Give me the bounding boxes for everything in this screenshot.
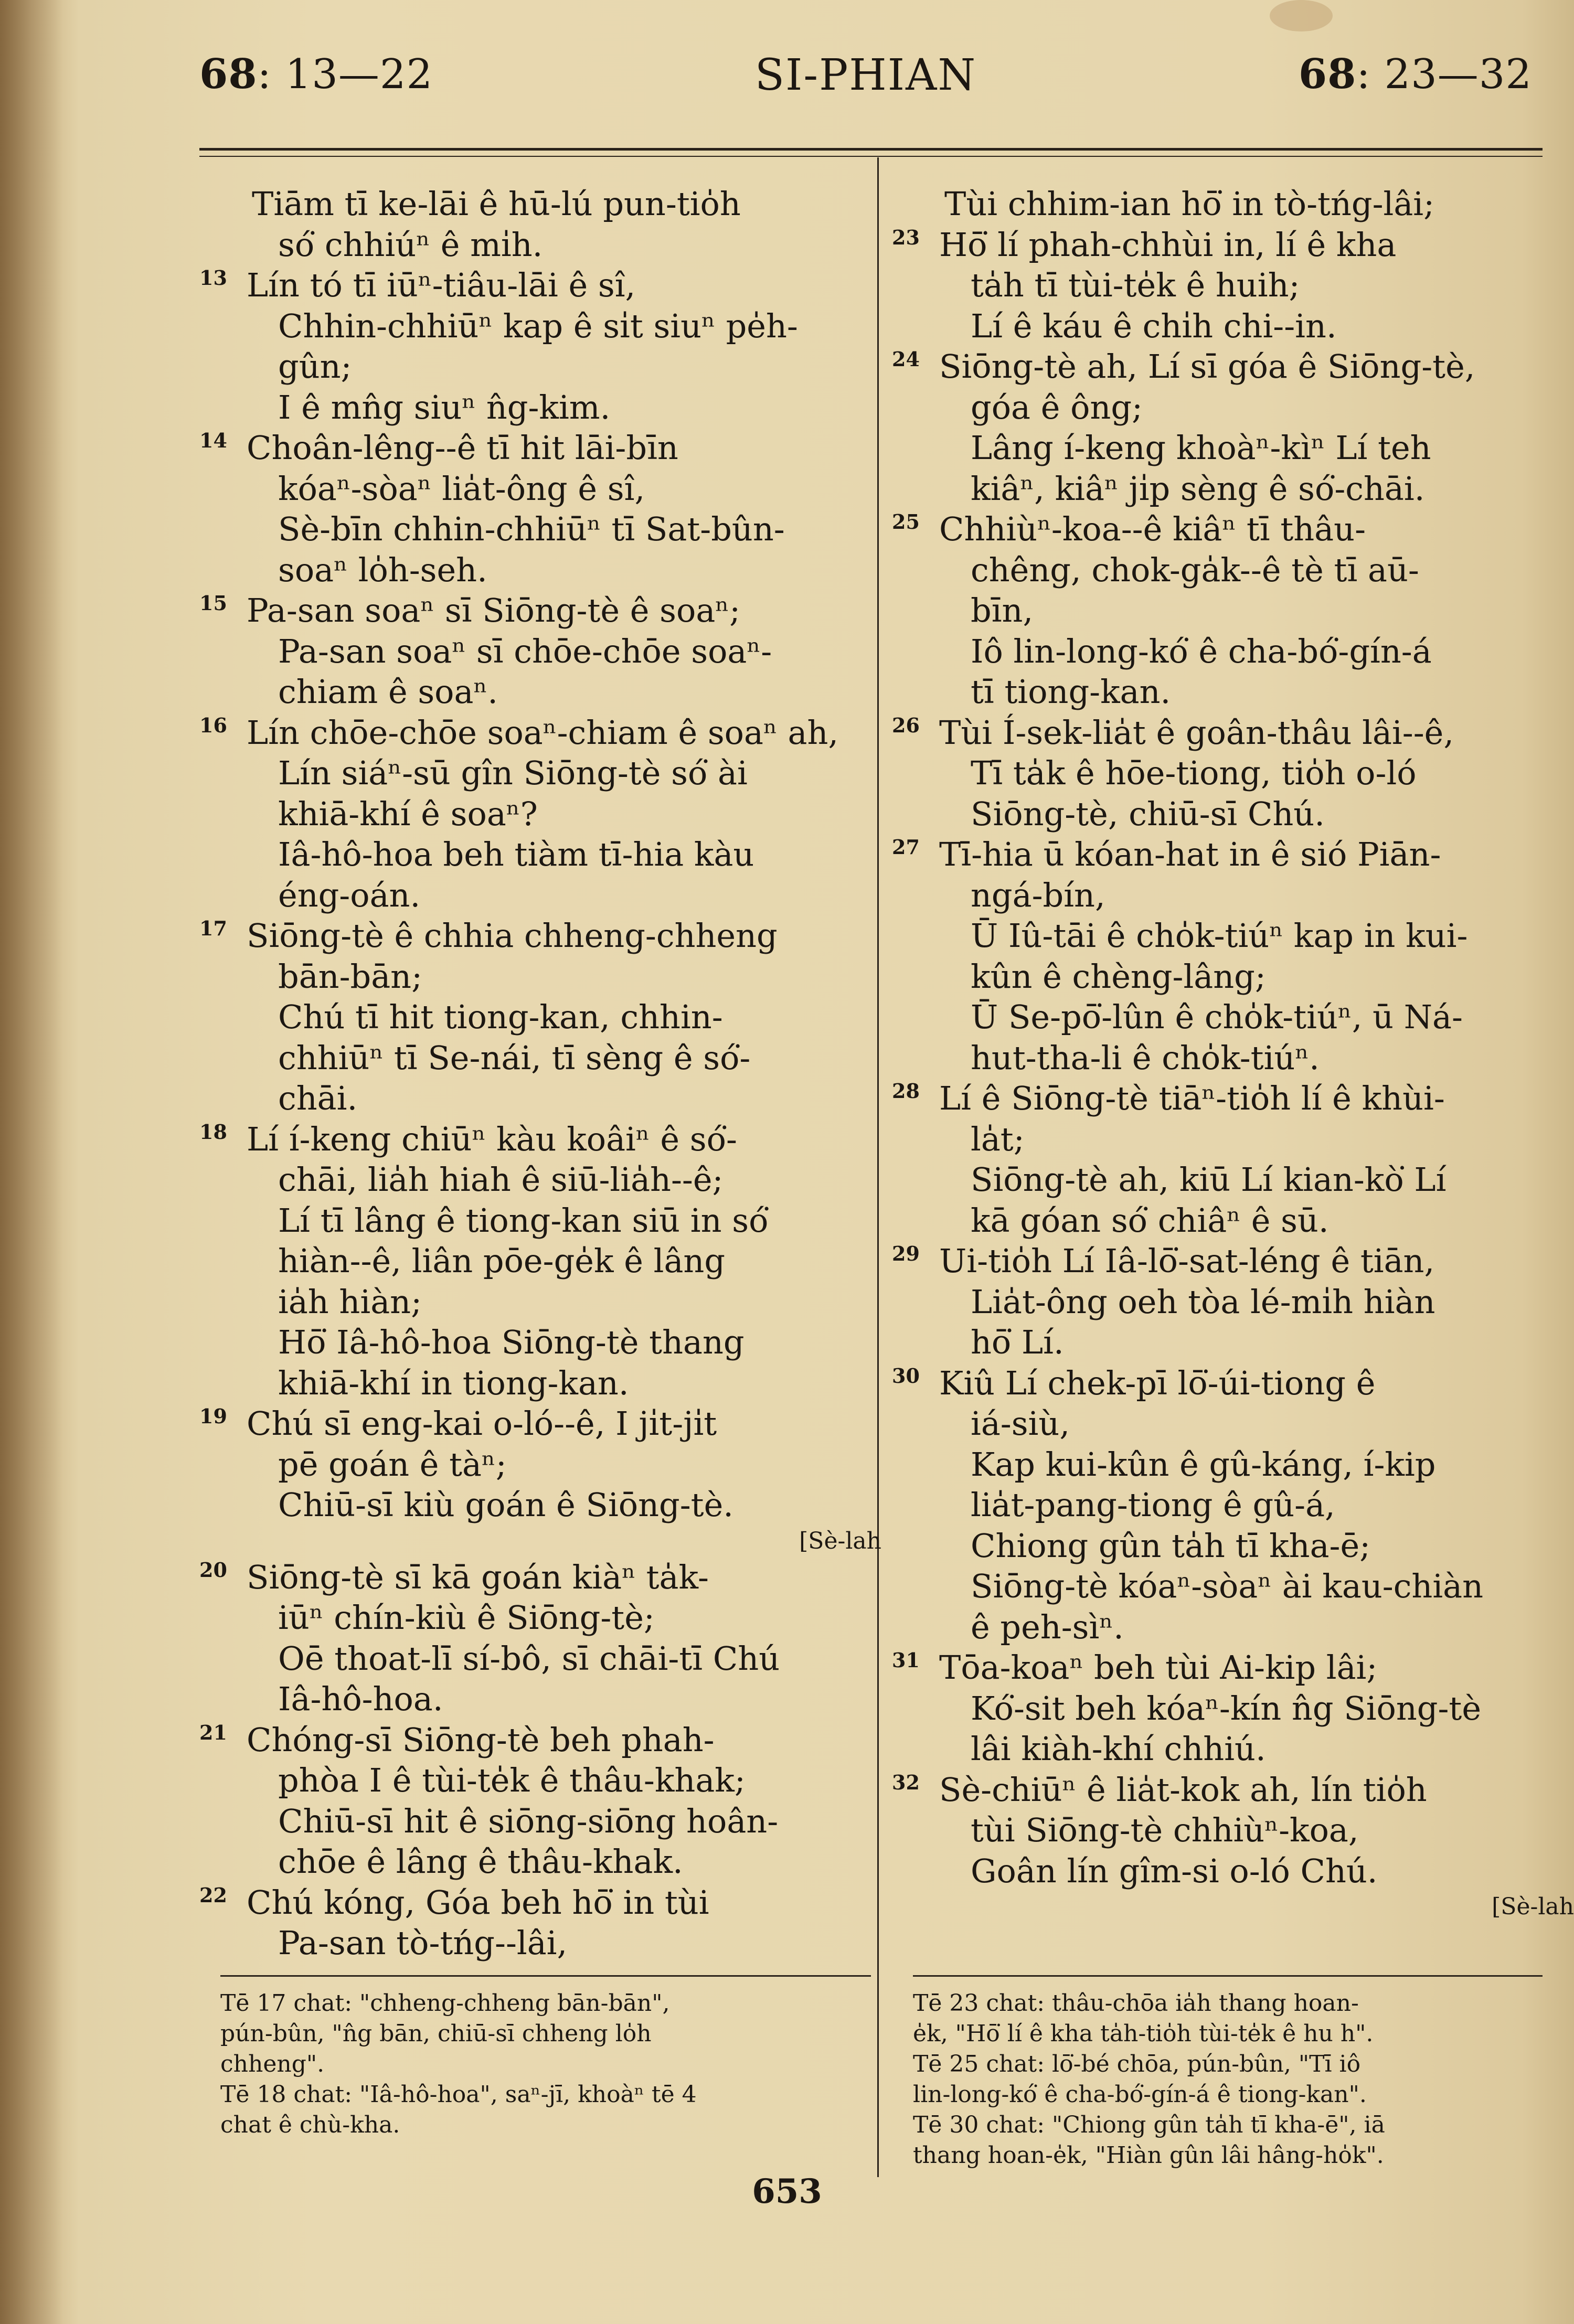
verse-line — [892, 753, 1574, 794]
verse-line — [199, 1322, 881, 1363]
verse-text: Lín chōe-chōe soaⁿ-chiam ê soaⁿ ah, — [247, 713, 839, 752]
verse-text: Chóng-sī Siōng-tè beh phah- — [247, 1720, 715, 1759]
verse-text: khiā-khí ê soaⁿ? — [278, 794, 538, 833]
verse-text: Tī-hia ū kóan-hat in ê sió Piān- — [939, 835, 1441, 873]
running-header — [199, 50, 1532, 108]
verse-text: kóaⁿ-sòaⁿ lia̍t-ông ê sî, — [278, 469, 645, 508]
verse-line — [892, 1241, 1574, 1282]
verse-text: gûn; — [278, 347, 352, 386]
selah-marker: [Sè-lah — [1492, 1893, 1574, 1920]
verse-text: tī tiong-kan. — [971, 673, 1171, 711]
verse-text: Chiong gûn ta̍h tī kha-ē; — [971, 1526, 1371, 1565]
verse-line — [199, 1760, 881, 1801]
footnote-line: chat ê chù-kha. — [220, 2112, 400, 2138]
verse-line — [892, 1038, 1574, 1079]
verse-number: 31 — [892, 1648, 920, 1672]
verse-text: Kiû Lí chek-pī lō͘-úi-tiong ê — [939, 1363, 1376, 1402]
verse-text: Siōng-tè, chiū-sī Chú. — [971, 794, 1325, 833]
verse-line — [892, 1729, 1574, 1769]
verse-line — [892, 1322, 1574, 1363]
page-spine-shadow — [0, 0, 63, 2324]
verse-number: 22 — [199, 1883, 227, 1907]
verse-line — [892, 225, 1574, 265]
verse-text: soaⁿ lo̍h-seh. — [278, 550, 487, 589]
verse-line — [892, 1200, 1574, 1241]
verse-text: Siōng-tè ah, Lí sī góa ê Siōng-tè, — [939, 347, 1475, 386]
verse-line — [892, 1403, 1574, 1444]
verse-text: Lín siáⁿ-sū gîn Siōng-tè só͘ ài — [278, 754, 748, 792]
verse-line — [199, 997, 881, 1038]
verse-text: lia̍t-pang-tiong ê gû-á, — [971, 1486, 1335, 1524]
verse-line — [199, 712, 881, 753]
verse-line — [199, 1200, 881, 1241]
verse-line — [892, 1810, 1574, 1851]
verse-text: kā góan só͘ chiâⁿ ê sū. — [971, 1201, 1329, 1240]
verse-number: 13 — [199, 266, 227, 290]
verse-text: Tī ta̍k ê hōe-tiong, tio̍h o-ló — [971, 754, 1417, 792]
verse-text: chōe ê lâng ê thâu-khak. — [278, 1842, 683, 1881]
verse-text: Tùi Í-sek-lia̍t ê goân-thâu lâi--ê, — [939, 713, 1454, 752]
verse-number: 16 — [199, 713, 227, 737]
verse-line — [892, 428, 1574, 468]
verse-text: chāi, lia̍h hiah ê siū-lia̍h--ê; — [278, 1160, 724, 1199]
verse-text: lâi kiàh-khí chhiú. — [971, 1730, 1266, 1768]
paper-stain — [1270, 0, 1333, 31]
footnote-line: e̍k, "Hō͘ lí ê kha ta̍h-tio̍h tùi-te̍k ê hu h". — [913, 2020, 1374, 2047]
verse-line — [199, 1485, 881, 1526]
verse-line — [199, 387, 881, 428]
verse-line — [199, 509, 881, 550]
footnote-line: chheng". — [220, 2051, 325, 2077]
verse-line — [892, 1526, 1574, 1566]
verse-number: 21 — [199, 1720, 227, 1744]
verse-line — [892, 794, 1574, 835]
footnotes-left — [220, 1988, 871, 2140]
verse-text: Siōng-tè ah, kiū Lí kian-kò͘ Lí — [971, 1160, 1447, 1199]
verse-line — [892, 550, 1574, 591]
verse-text: iá-siù, — [971, 1404, 1070, 1443]
verse-text: chêng, chok-ga̍k--ê tè tī aū- — [971, 550, 1419, 589]
verse-line — [892, 915, 1574, 956]
verse-line — [199, 346, 881, 387]
verse-line — [892, 1607, 1574, 1648]
verse-line — [199, 915, 881, 956]
verse-text: Tōa-koaⁿ beh tùi Ai-kip lâi; — [939, 1648, 1378, 1687]
page-number: 653 — [752, 2172, 822, 2211]
verse-line — [892, 1891, 1574, 1923]
verse-number: 18 — [199, 1120, 227, 1144]
verse-line — [892, 509, 1574, 550]
header-rule — [199, 148, 1543, 157]
right-column — [892, 184, 1574, 1923]
verse-number: 23 — [892, 225, 920, 249]
verse-text: pē goán ê tàⁿ; — [278, 1445, 507, 1484]
verse-line — [199, 794, 881, 835]
verse-text: Siōng-tè ê chhia chheng-chheng — [247, 916, 778, 955]
footnote-line: pún-bûn, "n̂g bān, chiū-sī chheng lo̍h — [220, 2020, 652, 2047]
verse-line — [199, 1526, 881, 1557]
verse-text: Iô lin-long-kó͘ ê cha-bó͘-gín-á — [971, 632, 1432, 670]
verse-text: tùi Siōng-tè chhiùⁿ-koa, — [971, 1811, 1359, 1849]
header-left-chapter: 68 — [199, 50, 258, 98]
verse-number: 27 — [892, 835, 920, 859]
header-right-verses: : 23—32 — [1356, 51, 1532, 98]
verse-text: la̍t; — [971, 1120, 1025, 1158]
verse-number: 24 — [892, 347, 920, 371]
verse-text: I ê mn̂g siuⁿ n̂g-kim. — [278, 388, 611, 427]
verse-line — [199, 1038, 881, 1079]
verse-line — [199, 1801, 881, 1842]
verse-line — [199, 753, 881, 794]
left-column — [199, 184, 881, 1964]
verse-text: khiā-khí in tiong-kan. — [278, 1363, 629, 1402]
verse-line — [892, 631, 1574, 672]
verse-line — [199, 1241, 881, 1282]
verse-text: Goân lín gîm-si o-ló Chú. — [971, 1851, 1378, 1890]
verse-text: Tiām tī ke-lāi ê hū-lú pun-tio̍h — [252, 185, 741, 223]
verse-line — [892, 1078, 1574, 1119]
verse-line — [199, 225, 881, 265]
verse-line — [892, 875, 1574, 916]
verse-line — [892, 1444, 1574, 1485]
verse-number: 19 — [199, 1404, 227, 1428]
verse-text: kûn ê chèng-lâng; — [971, 957, 1266, 996]
footnote-line: Tē 30 chat: "Chiong gûn ta̍h tī kha-ē", iā — [913, 2112, 1385, 2138]
verse-line — [892, 590, 1574, 631]
footnote-line: Tē 18 chat: "Iâ-hô-hoa", saⁿ-jī, khoàⁿ tē 4 — [220, 2081, 697, 2108]
verse-line — [892, 346, 1574, 387]
verse-text: Oē thoat-lī sí-bô, sī chāi-tī Chú — [278, 1639, 780, 1678]
verse-line — [199, 1882, 881, 1923]
verse-text: chāi. — [278, 1079, 358, 1117]
verse-line — [199, 590, 881, 631]
verse-text: Hō͘ Iâ-hô-hoa Siōng-tè thang — [278, 1323, 745, 1361]
verse-text: Chhin-chhiūⁿ kap ê si̍t siuⁿ pe̍h- — [278, 306, 798, 345]
verse-text: chiam ê soaⁿ. — [278, 673, 498, 711]
verse-line — [199, 875, 881, 916]
verse-line — [199, 184, 881, 225]
verse-number: 26 — [892, 713, 920, 737]
verse-text: éng-oán. — [278, 876, 421, 914]
verse-text: Siōng-tè kóaⁿ-sòaⁿ ài kau-chiàn — [971, 1567, 1484, 1605]
verse-line — [199, 306, 881, 347]
verse-line — [199, 1444, 881, 1485]
verse-line — [199, 1679, 881, 1720]
verse-text: Chú sī eng-kai o-ló--ê, I ji̍t-ji̍t — [247, 1404, 717, 1443]
verse-text: Chiū-sī hit ê siōng-siōng hoân- — [278, 1801, 779, 1840]
footnote-rule-right — [913, 1975, 1543, 1977]
header-right-chapter: 68 — [1298, 50, 1357, 98]
verse-text: kiâⁿ, kiâⁿ ji̍p sèng ê só͘-chāi. — [971, 469, 1425, 508]
verse-line — [199, 1638, 881, 1679]
verse-line — [892, 1159, 1574, 1200]
verse-text: Lí ê káu ê chi̍h chi--in. — [971, 306, 1337, 345]
verse-line — [199, 1363, 881, 1404]
verse-text: Sè-bīn chhin-chhiūⁿ tī Sat-bûn- — [278, 510, 785, 548]
verse-text: hut-tha-li ê cho̍k-tiúⁿ. — [971, 1038, 1320, 1077]
header-right-reference — [1299, 50, 1532, 98]
verse-text: Iâ-hô-hoa beh tiàm tī-hia kàu — [278, 835, 754, 873]
verse-line — [199, 1403, 881, 1444]
verse-line — [892, 1282, 1574, 1323]
verse-line — [892, 956, 1574, 997]
verse-text: phòa I ê tùi-te̍k ê thâu-khak; — [278, 1761, 746, 1799]
verse-line — [892, 468, 1574, 509]
verse-text: Choân-lêng--ê tī hit lāi-bīn — [247, 429, 678, 467]
verse-line — [892, 1647, 1574, 1688]
verse-text: ê peh-sìⁿ. — [971, 1607, 1124, 1646]
verse-line — [199, 631, 881, 672]
verse-line — [199, 1597, 881, 1638]
verse-number: 30 — [892, 1363, 920, 1388]
verse-text: Kap kui-kûn ê gû-káng, í-kip — [971, 1445, 1436, 1484]
verse-text: Lí tī lâng ê tiong-kan siū in só͘ — [278, 1201, 769, 1240]
verse-text: Lín tó tī iūⁿ-tiâu-lāi ê sî, — [247, 266, 636, 304]
verse-line — [199, 428, 881, 468]
verse-text: Sè-chiūⁿ ê lia̍t-kok ah, lín tio̍h — [939, 1770, 1427, 1809]
verse-text: Lí ê Siōng-tè tiāⁿ-tio̍h lí ê khùi- — [939, 1079, 1445, 1117]
verse-line — [199, 1841, 881, 1882]
footnote-line: lin-long-kó͘ ê cha-bó͘-gín-á ê tiong-kan". — [913, 2081, 1367, 2108]
verse-text: ia̍h hiàn; — [278, 1282, 422, 1321]
verse-line — [892, 1119, 1574, 1160]
verse-line — [199, 1557, 881, 1598]
verse-text: só͘ chhiúⁿ ê mi̍h. — [278, 225, 543, 264]
verse-text: Siōng-tè sī kā goán kiàⁿ ta̍k- — [247, 1558, 709, 1596]
verse-text: bān-bān; — [278, 957, 423, 996]
verse-text: Chiū-sī kiù goán ê Siōng-tè. — [278, 1486, 733, 1524]
verse-line — [199, 1720, 881, 1761]
verse-text: Lí í-keng chiūⁿ kàu koâiⁿ ê só͘- — [247, 1120, 737, 1158]
verse-line — [892, 265, 1574, 306]
verse-text: ta̍h tī tùi-te̍k ê huih; — [971, 266, 1300, 304]
verse-text: bīn, — [971, 591, 1034, 630]
verse-line — [892, 1363, 1574, 1404]
verse-text: hiàn--ê, liân pōe-ge̍k ê lâng — [278, 1242, 726, 1280]
verse-number: 25 — [892, 510, 920, 534]
verse-number: 17 — [199, 916, 227, 940]
verse-text: hō͘ Lí. — [971, 1323, 1064, 1361]
verse-number: 28 — [892, 1079, 920, 1103]
verse-line — [199, 1078, 881, 1119]
footnote-line: Tē 17 chat: "chheng-chheng bān-bān", — [220, 1990, 670, 2017]
verse-text: Ū Se-pō͘-lûn ê cho̍k-tiúⁿ, ū Ná- — [971, 998, 1463, 1036]
footnotes-right — [913, 1988, 1543, 2171]
verse-line — [199, 671, 881, 712]
verse-text: Lâng í-keng khoàⁿ-kìⁿ Lí teh — [971, 429, 1431, 467]
verse-line — [199, 1119, 881, 1160]
verse-text: Ū Iû-tāi ê cho̍k-tiúⁿ kap in kui- — [971, 916, 1468, 955]
verse-line — [892, 1566, 1574, 1607]
verse-text: góa ê ông; — [971, 388, 1143, 427]
verse-line — [892, 306, 1574, 347]
verse-text: Pa-san soaⁿ sī chōe-chōe soaⁿ- — [278, 632, 772, 670]
verse-line — [892, 671, 1574, 712]
verse-line — [199, 265, 881, 306]
verse-number: 14 — [199, 429, 227, 452]
verse-line — [199, 468, 881, 509]
selah-marker: [Sè-lah — [799, 1527, 881, 1554]
verse-line — [892, 1688, 1574, 1729]
verse-number: 20 — [199, 1558, 227, 1582]
footnote-line: thang hoan-e̍k, "Hiàn gûn lâi hâng-ho̍k". — [913, 2142, 1384, 2169]
verse-line — [892, 712, 1574, 753]
verse-text: Ui-tio̍h Lí Iâ-lō͘-sat-léng ê tiān, — [939, 1242, 1435, 1280]
verse-number: 32 — [892, 1770, 920, 1794]
verse-text: Kó͘-sit beh kóaⁿ-kín n̂g Siōng-tè — [971, 1689, 1482, 1728]
verse-line — [892, 1485, 1574, 1526]
verse-text: Chú kóng, Góa beh hō͘ in tùi — [247, 1883, 709, 1922]
verse-line — [199, 550, 881, 591]
verse-text: Iâ-hô-hoa. — [278, 1680, 443, 1718]
verse-number: 29 — [892, 1242, 920, 1265]
verse-line — [892, 997, 1574, 1038]
verse-line — [199, 956, 881, 997]
verse-text: Hō͘ lí phah-chhùi in, lí ê kha — [939, 225, 1397, 264]
verse-line — [892, 1769, 1574, 1810]
verse-text: chhiūⁿ tī Se-nái, tī sèng ê só͘- — [278, 1038, 751, 1077]
verse-text: Tùi chhim-ian hō͘ in tò-tńg-lâi; — [944, 185, 1435, 223]
verse-line — [199, 1923, 881, 1964]
verse-line — [892, 834, 1574, 875]
verse-line — [199, 1159, 881, 1200]
verse-text: Chhiùⁿ-koa--ê kiâⁿ tī thâu- — [939, 510, 1366, 548]
verse-text: Pa-san tò-tńg--lâi, — [278, 1924, 568, 1962]
verse-line — [892, 387, 1574, 428]
verse-line — [199, 834, 881, 875]
verse-line — [892, 184, 1574, 225]
footnote-line: Tē 25 chat: lō͘-bé chōa, pún-bûn, "Tī iô — [913, 2051, 1361, 2077]
verse-text: Lia̍t-ông oeh tòa lé-mi̍h hiàn — [971, 1282, 1435, 1321]
verse-text: Chú tī hit tiong-kan, chhin- — [278, 998, 723, 1036]
footnote-rule-left — [220, 1975, 871, 1977]
header-title: SI-PHIAN — [754, 50, 977, 100]
footnote-line: Tē 23 chat: thâu-chōa ia̍h thang hoan- — [913, 1990, 1359, 2017]
verse-number: 15 — [199, 591, 227, 615]
verse-line — [892, 1851, 1574, 1892]
header-left-verses: : 13—22 — [257, 51, 433, 98]
verse-text: iūⁿ chín-kiù ê Siōng-tè; — [278, 1598, 655, 1637]
verse-text: Pa-san soaⁿ sī Siōng-tè ê soaⁿ; — [247, 591, 740, 630]
verse-line — [199, 1282, 881, 1323]
verse-text: ngá-bín, — [971, 876, 1105, 914]
